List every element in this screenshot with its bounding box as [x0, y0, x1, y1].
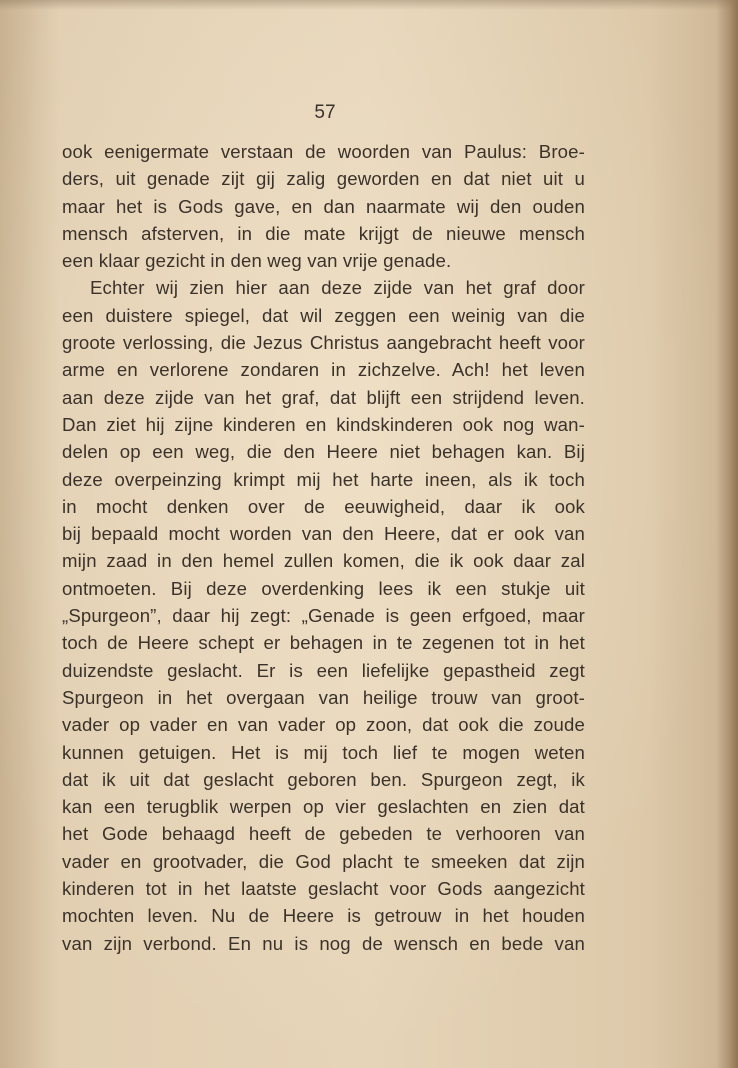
text-line: delen op een weg, die den Heere niet behagen kan. Bij	[62, 441, 585, 463]
text-line: kinderen tot in het laatste geslacht voor Gods aangezicht	[62, 878, 585, 900]
text-line: in mocht denken over de eeuwigheid, daar ik ook	[62, 495, 585, 517]
text-line: het Gode behaagd heeft de gebeden te verhooren van	[62, 823, 585, 845]
text-line: ders, uit genade zijt gij zalig geworden en dat niet uit u	[62, 168, 585, 190]
text-line: duizendste geslacht. Er is een liefelijke gepastheid zegt	[62, 659, 585, 681]
text-line: arme en verlorene zondaren in zichzelve. Ach! het leven	[62, 359, 585, 381]
text-line: Spurgeon in het overgaan van heilige trouw van groot-	[62, 686, 585, 708]
text-line: dat ik uit dat geslacht geboren ben. Spurgeon zegt, ik	[62, 768, 585, 790]
text-line: aan deze zijde van het graf, dat blijft een strijdend leven.	[62, 386, 585, 408]
text-line: groote verlossing, die Jezus Christus aangebracht heeft voor	[62, 332, 585, 354]
text-line: van zijn verbond. En nu is nog de wensch en bede van	[62, 932, 585, 954]
text-line: kunnen getuigen. Het is mij toch lief te mogen weten	[62, 741, 585, 763]
text-line: een duistere spiegel, dat wil zeggen een weinig van die	[62, 304, 585, 326]
text-line: kan een terugblik werpen op vier geslachten en zien dat	[62, 796, 585, 818]
text-line: ook eenigermate verstaan de woorden van Paulus: Broe-	[62, 141, 585, 162]
text-line: mijn zaad in den hemel zullen komen, die ik ook daar zal	[62, 550, 585, 572]
text-line: maar het is Gods gave, en dan naarmate wij den ouden	[62, 195, 585, 217]
body-text	[62, 138, 585, 957]
text-line: Echter wij zien hier aan deze zijde van het graf door	[90, 277, 585, 299]
text-line: vader op vader en van vader op zoon, dat ook die zoude	[62, 714, 585, 736]
text-line: Dan ziet hij zijne kinderen en kindskinderen ook nog wan-	[62, 413, 585, 435]
page-top-shadow	[0, 0, 738, 10]
text-line: deze overpeinzing krimpt mij het harte ineen, als ik toch	[62, 468, 585, 490]
text-line: „Spurgeon”, daar hij zegt: „Genade is geen erfgoed, maar	[62, 605, 585, 627]
text-line: mochten leven. Nu de Heere is getrouw in het houden	[62, 905, 585, 927]
text-line: ontmoeten. Bij deze overdenking lees ik een stukje uit	[62, 577, 585, 599]
text-line: vader en grootvader, die God placht te smeeken dat zijn	[62, 850, 585, 872]
text-line: toch de Heere schept er behagen in te zegenen tot in het	[62, 632, 585, 654]
text-line: een klaar gezicht in den weg van vrije genade.	[62, 250, 452, 272]
text-line: bij bepaald mocht worden van den Heere, dat er ook van	[62, 523, 585, 545]
page-number: 57	[314, 102, 336, 123]
page-binding-edge	[716, 0, 738, 1068]
text-line: mensch afsterven, in die mate krijgt de nieuwe mensch	[62, 222, 585, 244]
